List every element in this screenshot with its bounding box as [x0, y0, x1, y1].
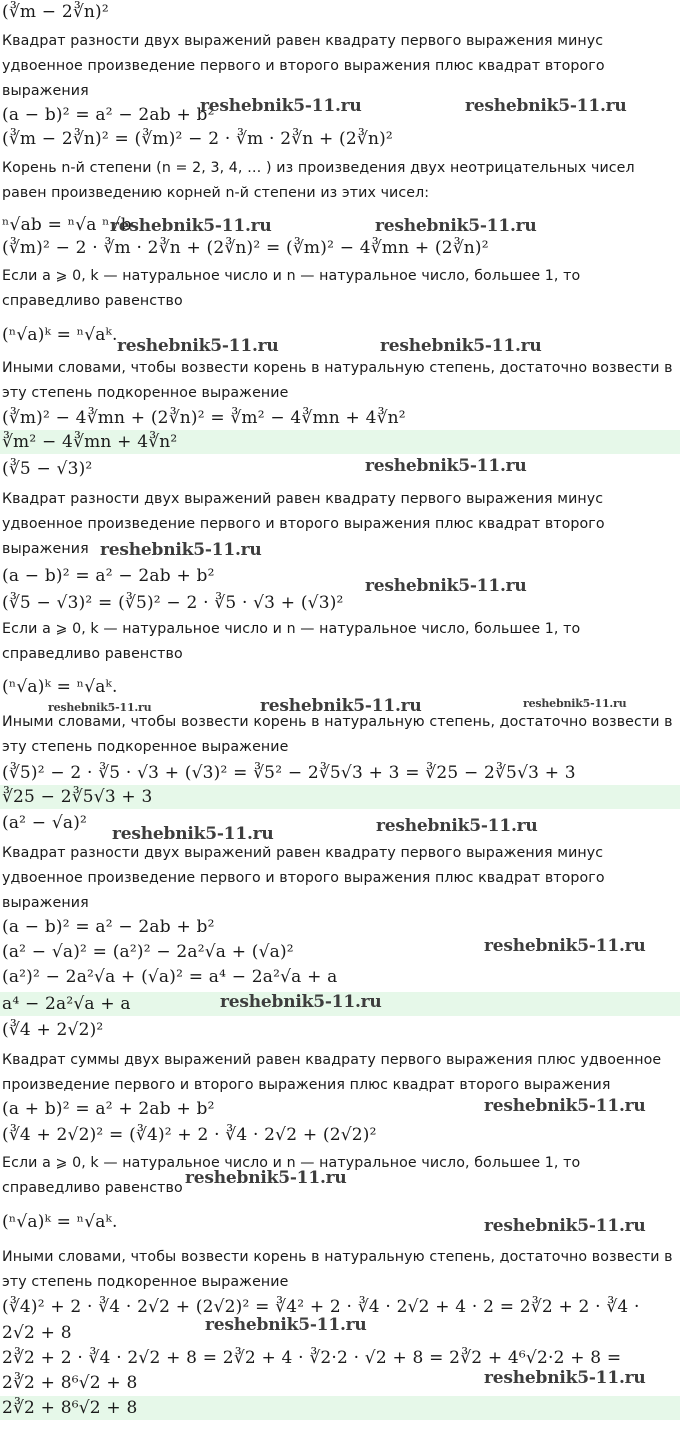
- watermark: reshebnik5-11.ru: [112, 824, 274, 844]
- expression-heading: (∛5 − √3)²: [2, 459, 93, 479]
- watermark: reshebnik5-11.ru: [220, 992, 382, 1012]
- formula-line: (a − b)² = a² − 2ab + b²: [2, 917, 215, 937]
- rule-text: справедливо равенство: [2, 293, 183, 309]
- rule-text: Если a ⩾ 0, k — натуральное число и n — натуральное число, большее 1, то: [2, 268, 581, 284]
- watermark: reshebnik5-11.ru: [110, 216, 272, 236]
- formula-line: (∛5 − √3)² = (∛5)² − 2 · ∛5 · √3 + (√3)²: [2, 593, 344, 613]
- rule-text: эту степень подкоренное выражение: [2, 385, 289, 401]
- watermark: reshebnik5-11.ru: [375, 216, 537, 236]
- answer-line: 2∛2 + 8⁶√2 + 8: [2, 1398, 138, 1418]
- formula-line: (∛m − 2∛n)² = (∛m)² − 2 · ∛m · 2∛n + (2∛n)²: [2, 129, 393, 149]
- rule-text: справедливо равенство: [2, 646, 183, 662]
- formula-line: (ⁿ√a)ᵏ = ⁿ√aᵏ.: [2, 325, 118, 345]
- rule-text: Квадрат разности двух выражений равен квадрату первого выражения минус: [2, 845, 604, 861]
- watermark: reshebnik5-11.ru: [117, 336, 279, 356]
- rule-text: справедливо равенство: [2, 1180, 183, 1196]
- watermark: reshebnik5-11.ru: [365, 456, 527, 476]
- watermark: reshebnik5-11.ru: [260, 696, 422, 716]
- rule-text: Квадрат разности двух выражений равен квадрату первого выражения минус: [2, 491, 604, 507]
- watermark: reshebnik5-11.ru: [484, 1368, 646, 1388]
- watermark: reshebnik5-11.ru: [200, 96, 362, 116]
- watermark: reshebnik5-11.ru: [376, 816, 538, 836]
- answer-line: ∛m² − 4∛mn + 4∛n²: [2, 432, 178, 452]
- watermark: reshebnik5-11.ru: [48, 701, 152, 714]
- watermark: reshebnik5-11.ru: [100, 540, 262, 560]
- rule-text: Если a ⩾ 0, k — натуральное число и n — натуральное число, большее 1, то: [2, 621, 581, 637]
- formula-line: (a² − √a)² = (a²)² − 2a²√a + (√a)²: [2, 942, 294, 962]
- rule-text: равен произведению корней n-й степени из этих чисел:: [2, 185, 430, 201]
- formula-line: (ⁿ√a)ᵏ = ⁿ√aᵏ.: [2, 677, 118, 697]
- formula-line: (∛5)² − 2 · ∛5 · √3 + (√3)² = ∛5² − 2∛5√3 + 3 = ∛25 − 2∛5√3 + 3: [2, 763, 576, 783]
- formula-line: ⁿ√ab = ⁿ√a ⁿ√b: [2, 215, 132, 235]
- formula-line: 2∛2 + 2 · ∛4 · 2√2 + 8 = 2∛2 + 4 · ∛2·2 · √2 + 8 = 2∛2 + 4⁶√2·2 + 8 =: [2, 1348, 622, 1368]
- rule-text: Квадрат разности двух выражений равен квадрату первого выражения минус: [2, 33, 604, 49]
- watermark: reshebnik5-11.ru: [365, 576, 527, 596]
- rule-text: Квадрат суммы двух выражений равен квадрату первого выражения плюс удвоенное: [2, 1052, 662, 1068]
- formula-line: (∛m)² − 2 · ∛m · 2∛n + (2∛n)² = (∛m)² − 4∛mn + (2∛n)²: [2, 238, 489, 258]
- rule-text: удвоенное произведение первого и второго выражения плюс квадрат второго: [2, 58, 605, 74]
- formula-line: (a − b)² = a² − 2ab + b²: [2, 566, 215, 586]
- rule-text: удвоенное произведение первого и второго выражения плюс квадрат второго: [2, 870, 605, 886]
- formula-line: (a − b)² = a² − 2ab + b²: [2, 105, 215, 125]
- rule-text: Если a ⩾ 0, k — натуральное число и n — натуральное число, большее 1, то: [2, 1155, 581, 1171]
- watermark: reshebnik5-11.ru: [205, 1315, 367, 1335]
- answer-line: a⁴ − 2a²√a + a: [2, 994, 131, 1014]
- rule-text: выражения: [2, 83, 89, 99]
- watermark: reshebnik5-11.ru: [484, 1216, 646, 1236]
- formula-line: 2√2 + 8: [2, 1323, 72, 1343]
- rule-text: удвоенное произведение первого и второго выражения плюс квадрат второго: [2, 516, 605, 532]
- rule-text: Иными словами, чтобы возвести корень в натуральную степень, достаточно возвести в: [2, 714, 673, 730]
- formula-line: (∛4)² + 2 · ∛4 · 2√2 + (2√2)² = ∛4² + 2 · ∛4 · 2√2 + 4 · 2 = 2∛2 + 2 · ∛4 ·: [2, 1297, 640, 1317]
- rule-text: выражения: [2, 895, 89, 911]
- formula-line: (ⁿ√a)ᵏ = ⁿ√aᵏ.: [2, 1212, 118, 1232]
- rule-text: эту степень подкоренное выражение: [2, 1274, 289, 1290]
- formula-line: 2∛2 + 8⁶√2 + 8: [2, 1373, 138, 1393]
- formula-line: (∛m)² − 4∛mn + (2∛n)² = ∛m² − 4∛mn + 4∛n²: [2, 408, 406, 428]
- watermark: reshebnik5-11.ru: [484, 1096, 646, 1116]
- expression-heading: (a² − √a)²: [2, 813, 88, 833]
- rule-text: выражения: [2, 541, 89, 557]
- expression-heading: (∛4 + 2√2)²: [2, 1020, 104, 1040]
- rule-text: Корень n-й степени (n = 2, 3, 4, … ) из произведения двух неотрицательных чисел: [2, 160, 635, 176]
- watermark: reshebnik5-11.ru: [484, 936, 646, 956]
- formula-line: (∛4 + 2√2)² = (∛4)² + 2 · ∛4 · 2√2 + (2√2)²: [2, 1125, 377, 1145]
- answer-line: ∛25 − 2∛5√3 + 3: [2, 787, 153, 807]
- rule-text: эту степень подкоренное выражение: [2, 739, 289, 755]
- rule-text: произведение первого и второго выражения плюс квадрат второго выражения: [2, 1077, 611, 1093]
- rule-text: Иными словами, чтобы возвести корень в натуральную степень, достаточно возвести в: [2, 1249, 673, 1265]
- watermark: reshebnik5-11.ru: [185, 1168, 347, 1188]
- watermark: reshebnik5-11.ru: [523, 697, 627, 710]
- formula-line: (a²)² − 2a²√a + (√a)² = a⁴ − 2a²√a + a: [2, 967, 338, 987]
- expression-heading: (∛m − 2∛n)²: [2, 2, 109, 22]
- formula-line: (a + b)² = a² + 2ab + b²: [2, 1099, 215, 1119]
- watermark: reshebnik5-11.ru: [380, 336, 542, 356]
- rule-text: Иными словами, чтобы возвести корень в натуральную степень, достаточно возвести в: [2, 360, 673, 376]
- watermark: reshebnik5-11.ru: [465, 96, 627, 116]
